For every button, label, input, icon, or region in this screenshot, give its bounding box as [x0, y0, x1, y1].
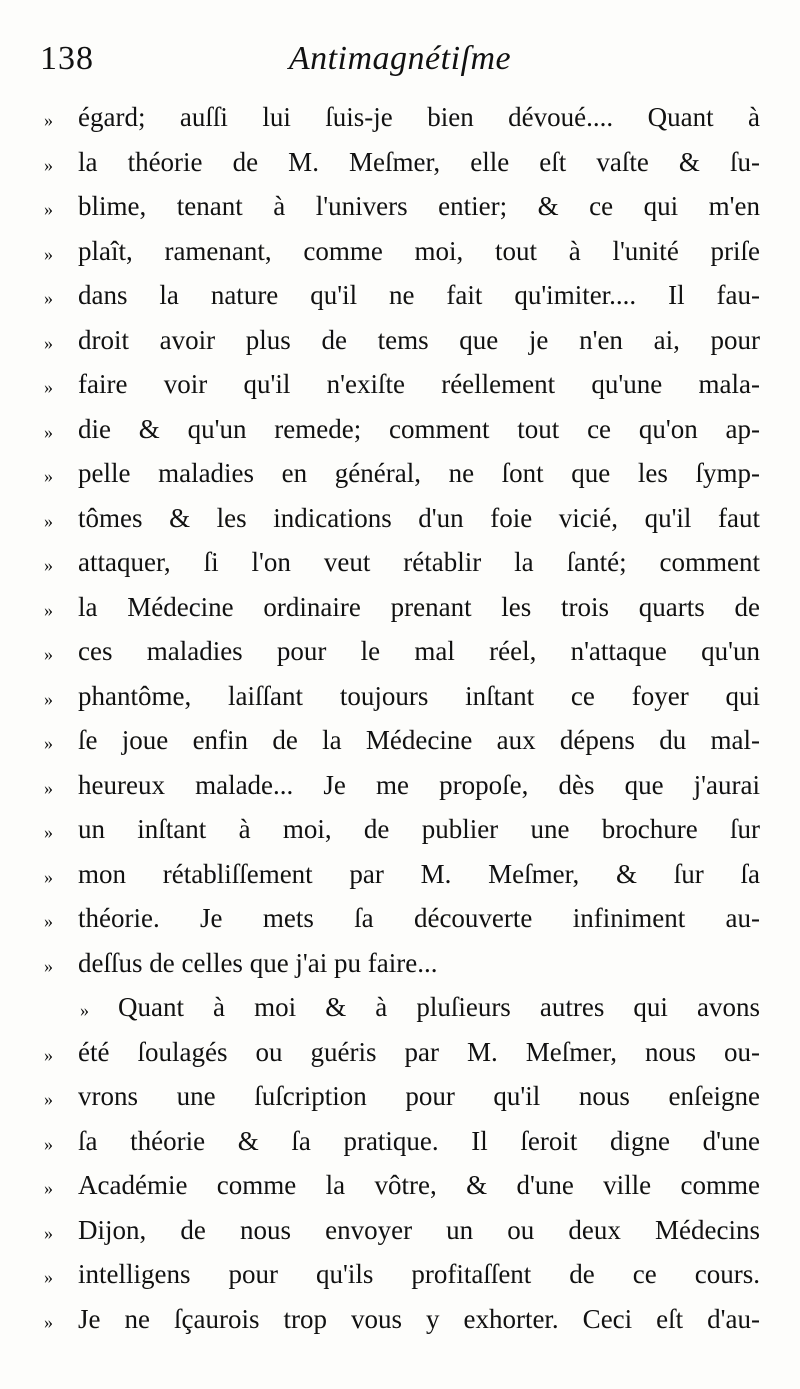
line-text: faire voir qu'il n'exiſte réellement qu'une mala-: [78, 369, 760, 399]
quote-mark: »: [44, 777, 51, 798]
quote-mark: »: [44, 332, 51, 353]
body-text: [44, 102, 760, 1348]
text-line: [44, 414, 760, 459]
line-text: pelle maladies en général, ne ſont que les ſymp-: [78, 458, 760, 488]
line-text: ſe joue enfin de la Médecine aux dépens du mal-: [78, 725, 760, 755]
text-line: [44, 903, 760, 948]
line-text: ces maladies pour le mal réel, n'attaque qu'un: [78, 636, 760, 666]
quote-mark: »: [44, 866, 51, 887]
text-line: [44, 681, 760, 726]
line-text: été ſoulagés ou guéris par M. Meſmer, nous ou-: [78, 1036, 760, 1067]
line-text: attaquer, ſi l'on veut rétablir la ſanté; comment: [78, 547, 760, 577]
line-text: vrons une ſuſcription pour qu'il nous enſeigne: [78, 1081, 760, 1111]
quote-mark: »: [44, 555, 51, 575]
page-header: [40, 40, 760, 96]
running-title: Antimagnétiſme: [288, 40, 512, 77]
quote-mark: »: [44, 1089, 51, 1109]
text-line: [44, 102, 760, 147]
text-line: [44, 147, 760, 192]
page-number: 138: [40, 40, 94, 77]
line-text: deſſus de celles que j'ai pu faire...: [78, 947, 438, 978]
text-line: [44, 280, 760, 325]
line-text: tômes & les indications d'un foie vicié, qu'il faut: [78, 502, 760, 533]
quote-mark: »: [44, 733, 51, 753]
text-line: [44, 859, 760, 904]
quote-mark: »: [44, 599, 51, 620]
quote-mark: »: [44, 911, 51, 931]
text-line: [44, 636, 760, 681]
quote-mark: »: [44, 110, 51, 130]
line-text: plaît, ramenant, comme moi, tout à l'unité priſe: [78, 235, 760, 266]
quote-mark: »: [44, 199, 51, 219]
quote-mark: »: [44, 1267, 51, 1287]
quote-mark: »: [44, 466, 51, 486]
line-text: heureux malade... Je me propoſe, dès que j'aurai: [78, 769, 760, 800]
quote-mark: »: [44, 421, 51, 442]
line-text: Quant à moi & à pluſieurs autres qui avons: [118, 992, 760, 1022]
line-text: la théorie de M. Meſmer, elle eſt vaſte & ſu-: [78, 146, 760, 177]
line-text: un inſtant à moi, de publier une brochure ſur: [78, 814, 760, 844]
text-line: [44, 770, 760, 815]
quote-mark: »: [80, 1000, 87, 1020]
quote-mark: »: [44, 377, 51, 397]
line-text: égard; auſſi lui ſuis-je bien dévoué.... Quant à: [78, 102, 760, 132]
text-line: [44, 592, 760, 637]
text-line: [44, 992, 760, 1037]
quote-mark: »: [44, 1222, 51, 1243]
line-text: phantôme, laiſſant toujours inſtant ce foyer qui: [78, 680, 760, 711]
text-line: [44, 814, 760, 859]
line-text: blime, tenant à l'univers entier; & ce qui m'en: [78, 191, 760, 221]
text-line: [44, 325, 760, 370]
text-line: [44, 1037, 760, 1082]
line-text: ſa théorie & ſa pratique. Il ſeroit digne d'une: [78, 1125, 760, 1156]
quote-mark: »: [44, 510, 51, 531]
line-text: Je ne ſçaurois trop vous y exhorter. Ceci eſt d'au-: [78, 1303, 760, 1334]
text-line: [44, 948, 760, 993]
line-text: Dijon, de nous envoyer un ou deux Médecins: [78, 1214, 760, 1245]
text-line: [44, 547, 760, 592]
quote-mark: »: [44, 243, 51, 264]
line-text: Académie comme la vôtre, & d'une ville comme: [78, 1170, 760, 1200]
text-line: [44, 1215, 760, 1260]
text-line: [44, 236, 760, 281]
quote-mark: »: [44, 1133, 51, 1154]
line-text: droit avoir plus de tems que je n'en ai, pour: [78, 324, 760, 355]
line-text: dans la nature qu'il ne fait qu'imiter.... Il fau-: [78, 280, 760, 310]
text-line: [44, 1081, 760, 1126]
line-text: mon rétabliſſement par M. Meſmer, & ſur ſa: [78, 858, 760, 889]
text-line: [44, 458, 760, 503]
quote-mark: »: [44, 822, 51, 842]
line-text: la Médecine ordinaire prenant les trois quarts de: [78, 591, 760, 622]
text-line: [44, 1304, 760, 1349]
quote-mark: »: [44, 154, 51, 175]
line-text: théorie. Je mets ſa découverte infiniment au-: [78, 903, 760, 933]
quote-mark: »: [44, 288, 51, 308]
quote-mark: »: [44, 644, 51, 664]
quote-mark: »: [44, 955, 51, 976]
quote-mark: »: [44, 1044, 51, 1065]
quote-mark: »: [44, 688, 51, 709]
text-line: [44, 503, 760, 548]
line-text: intelligens pour qu'ils profitaſſent de ce cours.: [78, 1259, 760, 1289]
text-line: [44, 1259, 760, 1304]
line-text: die & qu'un remede; comment tout ce qu'on ap-: [78, 413, 760, 444]
text-line: [44, 1170, 760, 1215]
quote-mark: »: [44, 1178, 51, 1198]
text-line: [44, 725, 760, 770]
text-line: [44, 369, 760, 414]
quote-mark: »: [44, 1311, 51, 1332]
text-line: [44, 1126, 760, 1171]
text-line: [44, 191, 760, 236]
